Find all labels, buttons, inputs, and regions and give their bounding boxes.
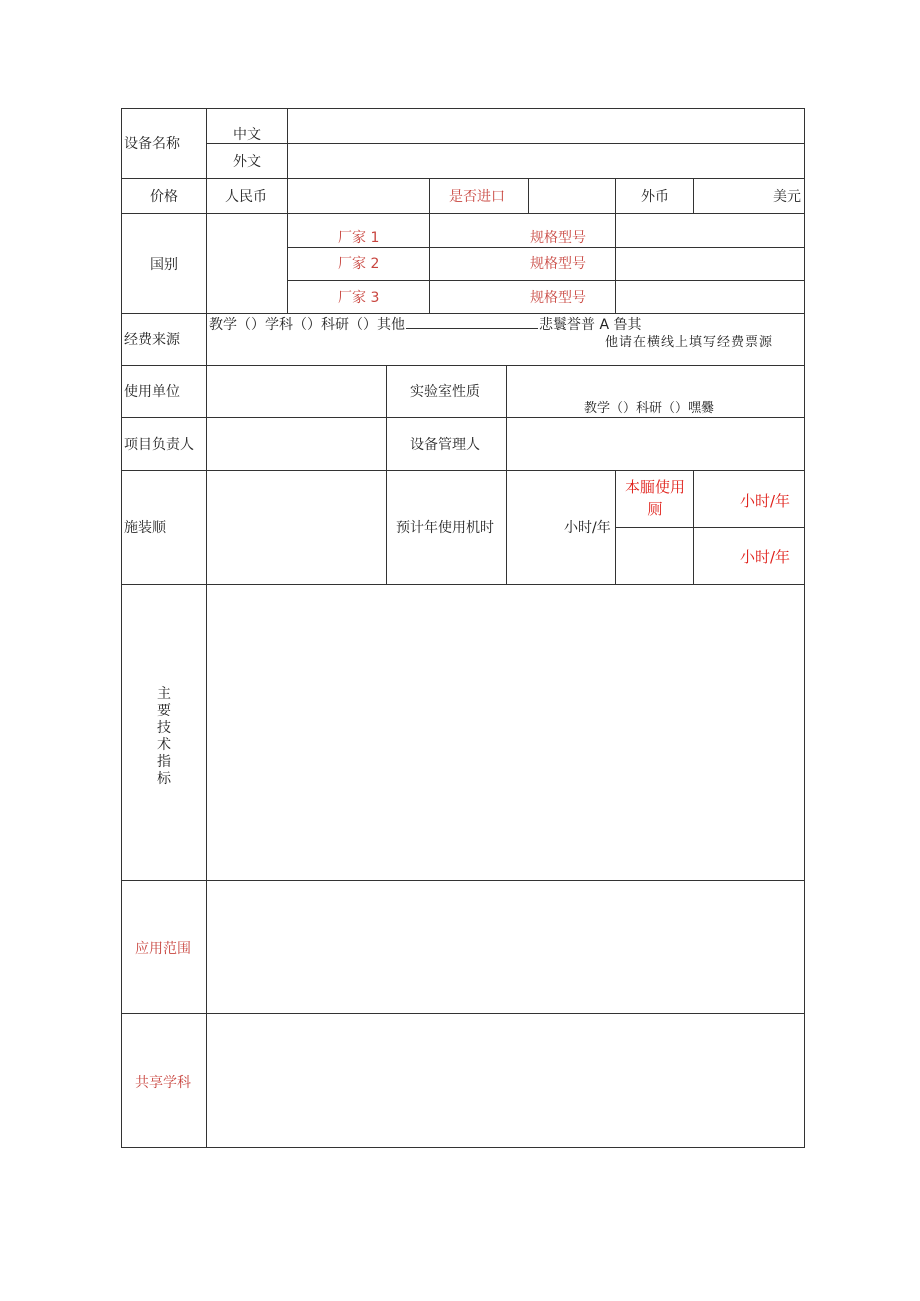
device-name-label: 设备名称	[124, 136, 180, 152]
imported-label: 是否进口	[449, 189, 505, 205]
funding-label: 经费来源	[124, 332, 180, 348]
rule	[287, 247, 805, 248]
rule	[804, 108, 805, 1148]
rule	[121, 108, 805, 109]
funding-note: 他请在横线上填写经费票源	[605, 335, 774, 350]
specs-label: 主要技术指标	[157, 686, 171, 787]
funding-options	[209, 314, 641, 334]
vendor-3-label: 厂家 3	[338, 290, 380, 306]
funding-options-suffix: 悲鬟誉普 A 鲁其	[539, 317, 642, 333]
shared-label: 共享学科	[135, 1075, 191, 1091]
price-label: 价格	[150, 189, 178, 205]
project-lead-label: 项目负责人	[124, 437, 194, 453]
rule	[121, 178, 805, 179]
funding-other-blank	[406, 314, 538, 329]
rule	[287, 280, 805, 281]
rule	[121, 213, 805, 214]
install-label: 施装顺	[124, 520, 166, 536]
rule	[287, 108, 288, 214]
hours-unit: 小时/年	[564, 520, 611, 536]
rule	[121, 880, 805, 881]
rule	[206, 143, 805, 144]
rule	[429, 178, 430, 314]
rule	[615, 527, 805, 528]
usage-label: 本腼使用厕	[624, 478, 685, 518]
country-label: 国别	[150, 257, 178, 273]
vendor-1-label: 厂家 1	[338, 230, 380, 246]
rule	[121, 1147, 805, 1148]
rule	[206, 108, 207, 1148]
funding-options-prefix: 教学（）学科（）科研（）其他	[209, 317, 405, 333]
vendor-2-label: 厂家 2	[338, 256, 380, 272]
rule	[528, 178, 529, 214]
rule	[615, 470, 616, 585]
equipment-manager-label: 设备管理人	[410, 437, 480, 453]
foreign-currency-label: 外币	[641, 189, 669, 205]
chinese-label: 中文	[233, 127, 261, 143]
rule	[287, 213, 288, 314]
lab-nature-options: 教学（）科研（）嘿爨	[584, 401, 715, 416]
rule	[121, 365, 805, 366]
vendor-3-spec-label: 规格型号	[530, 290, 586, 306]
rule	[615, 178, 616, 314]
usd-label: 美元	[773, 189, 801, 205]
rule	[121, 584, 805, 585]
rule	[506, 365, 507, 585]
hours-unit-2: 小时/年	[740, 548, 791, 566]
unit-label: 使用单位	[124, 384, 180, 400]
rmb-label: 人民币	[225, 189, 267, 205]
expected-hours-label: 预计年使用机时	[396, 520, 494, 536]
rule	[386, 365, 387, 585]
rule	[693, 178, 694, 214]
vendor-2-spec-label: 规格型号	[530, 256, 586, 272]
rule	[693, 470, 694, 585]
rule	[121, 1013, 805, 1014]
rule	[121, 470, 805, 471]
foreign-label: 外文	[233, 154, 261, 170]
hours-unit-1: 小时/年	[740, 492, 791, 510]
rule	[121, 108, 122, 1148]
application-label: 应用范围	[135, 941, 191, 957]
lab-nature-label: 实验室性质	[410, 384, 480, 400]
vendor-1-spec-label: 规格型号	[530, 230, 586, 246]
